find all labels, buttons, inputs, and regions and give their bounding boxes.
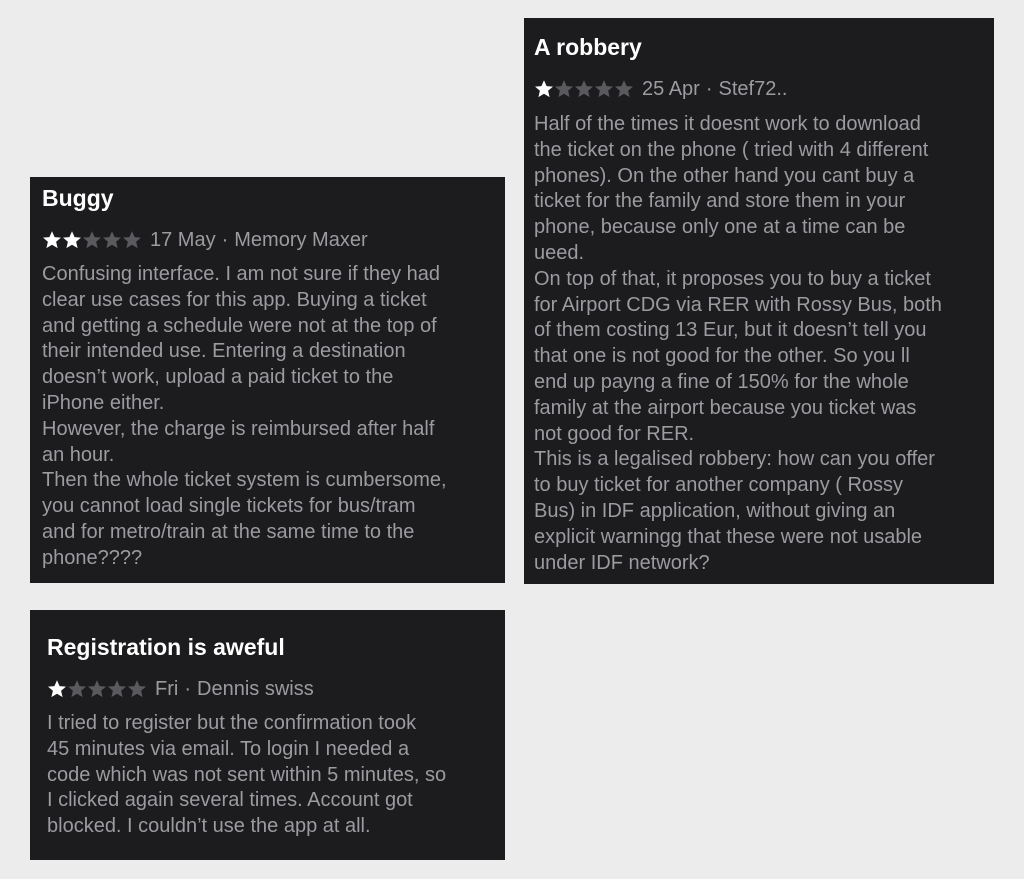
star-icon xyxy=(594,79,614,99)
star-icon xyxy=(534,79,554,99)
review-card xyxy=(524,18,994,584)
review-title: A robbery xyxy=(534,34,642,60)
star-icon xyxy=(122,230,142,250)
meta-separator: · xyxy=(705,78,713,100)
review-date: 17 May xyxy=(150,229,216,251)
star-icon xyxy=(554,79,574,99)
star-icon xyxy=(47,679,67,699)
review-body: I tried to register but the confirmation took 45 minutes via email. To login I needed a code which was not sent within 5 minutes, so I clicked again several times. Account got blocked. I couldn’t use the app at all. xyxy=(47,712,447,838)
meta-separator: · xyxy=(184,678,191,700)
review-author: Memory Maxer xyxy=(234,229,368,251)
star-icon xyxy=(82,230,102,250)
star-icon xyxy=(574,79,594,99)
review-meta xyxy=(47,675,314,703)
review-body: Half of the times it doesnt work to download the ticket on the phone ( tried with 4 different phones). On the other hand you cant buy a ticket for the family and store them in your phone, because only one at a time can be ueed. On top of that, it proposes you to buy a ticket for Airport CDG via RER with Rossy Bus, both of them costing 13 Eur, but it doesn’t tell you that one is not good for the other. So you ll end up payng a fine of 150% for the whole family at the airport because you ticket was not good for RER. This is a legalised robbery: how can you offer to buy ticket for another company ( Rossy Bus) in IDF application, without giving an explicit warningg that these were not usable under IDF network? xyxy=(534,113,942,574)
review-title: Registration is aweful xyxy=(47,634,285,660)
star-icon xyxy=(42,230,62,250)
star-rating xyxy=(534,79,634,99)
review-card xyxy=(30,177,505,583)
meta-separator: · xyxy=(221,229,229,251)
star-icon xyxy=(87,679,107,699)
review-author: Dennis swiss xyxy=(197,678,314,700)
star-rating xyxy=(47,679,147,699)
star-icon xyxy=(107,679,127,699)
star-rating xyxy=(42,230,142,250)
review-date: 25 Apr xyxy=(642,78,700,100)
review-card xyxy=(30,610,505,860)
star-icon xyxy=(62,230,82,250)
star-icon xyxy=(67,679,87,699)
review-body: Confusing interface. I am not sure if they had clear use cases for this app. Buying a ticket and getting a schedule were not at the top of their intended use. Entering a destination doesn’t work, upload a paid ticket to the iPhone either. However, the charge is reimbursed after half an hour. Then the whole ticket system is cumbersome, you cannot load single tickets for bus/tram and for metro/train at the same time to the phone???? xyxy=(42,263,447,569)
star-icon xyxy=(102,230,122,250)
star-icon xyxy=(614,79,634,99)
review-date: Fri xyxy=(155,678,179,700)
review-meta xyxy=(534,75,787,103)
review-author: Stef72.. xyxy=(718,78,788,100)
star-icon xyxy=(127,679,147,699)
review-meta xyxy=(42,226,368,254)
review-title: Buggy xyxy=(42,185,114,211)
